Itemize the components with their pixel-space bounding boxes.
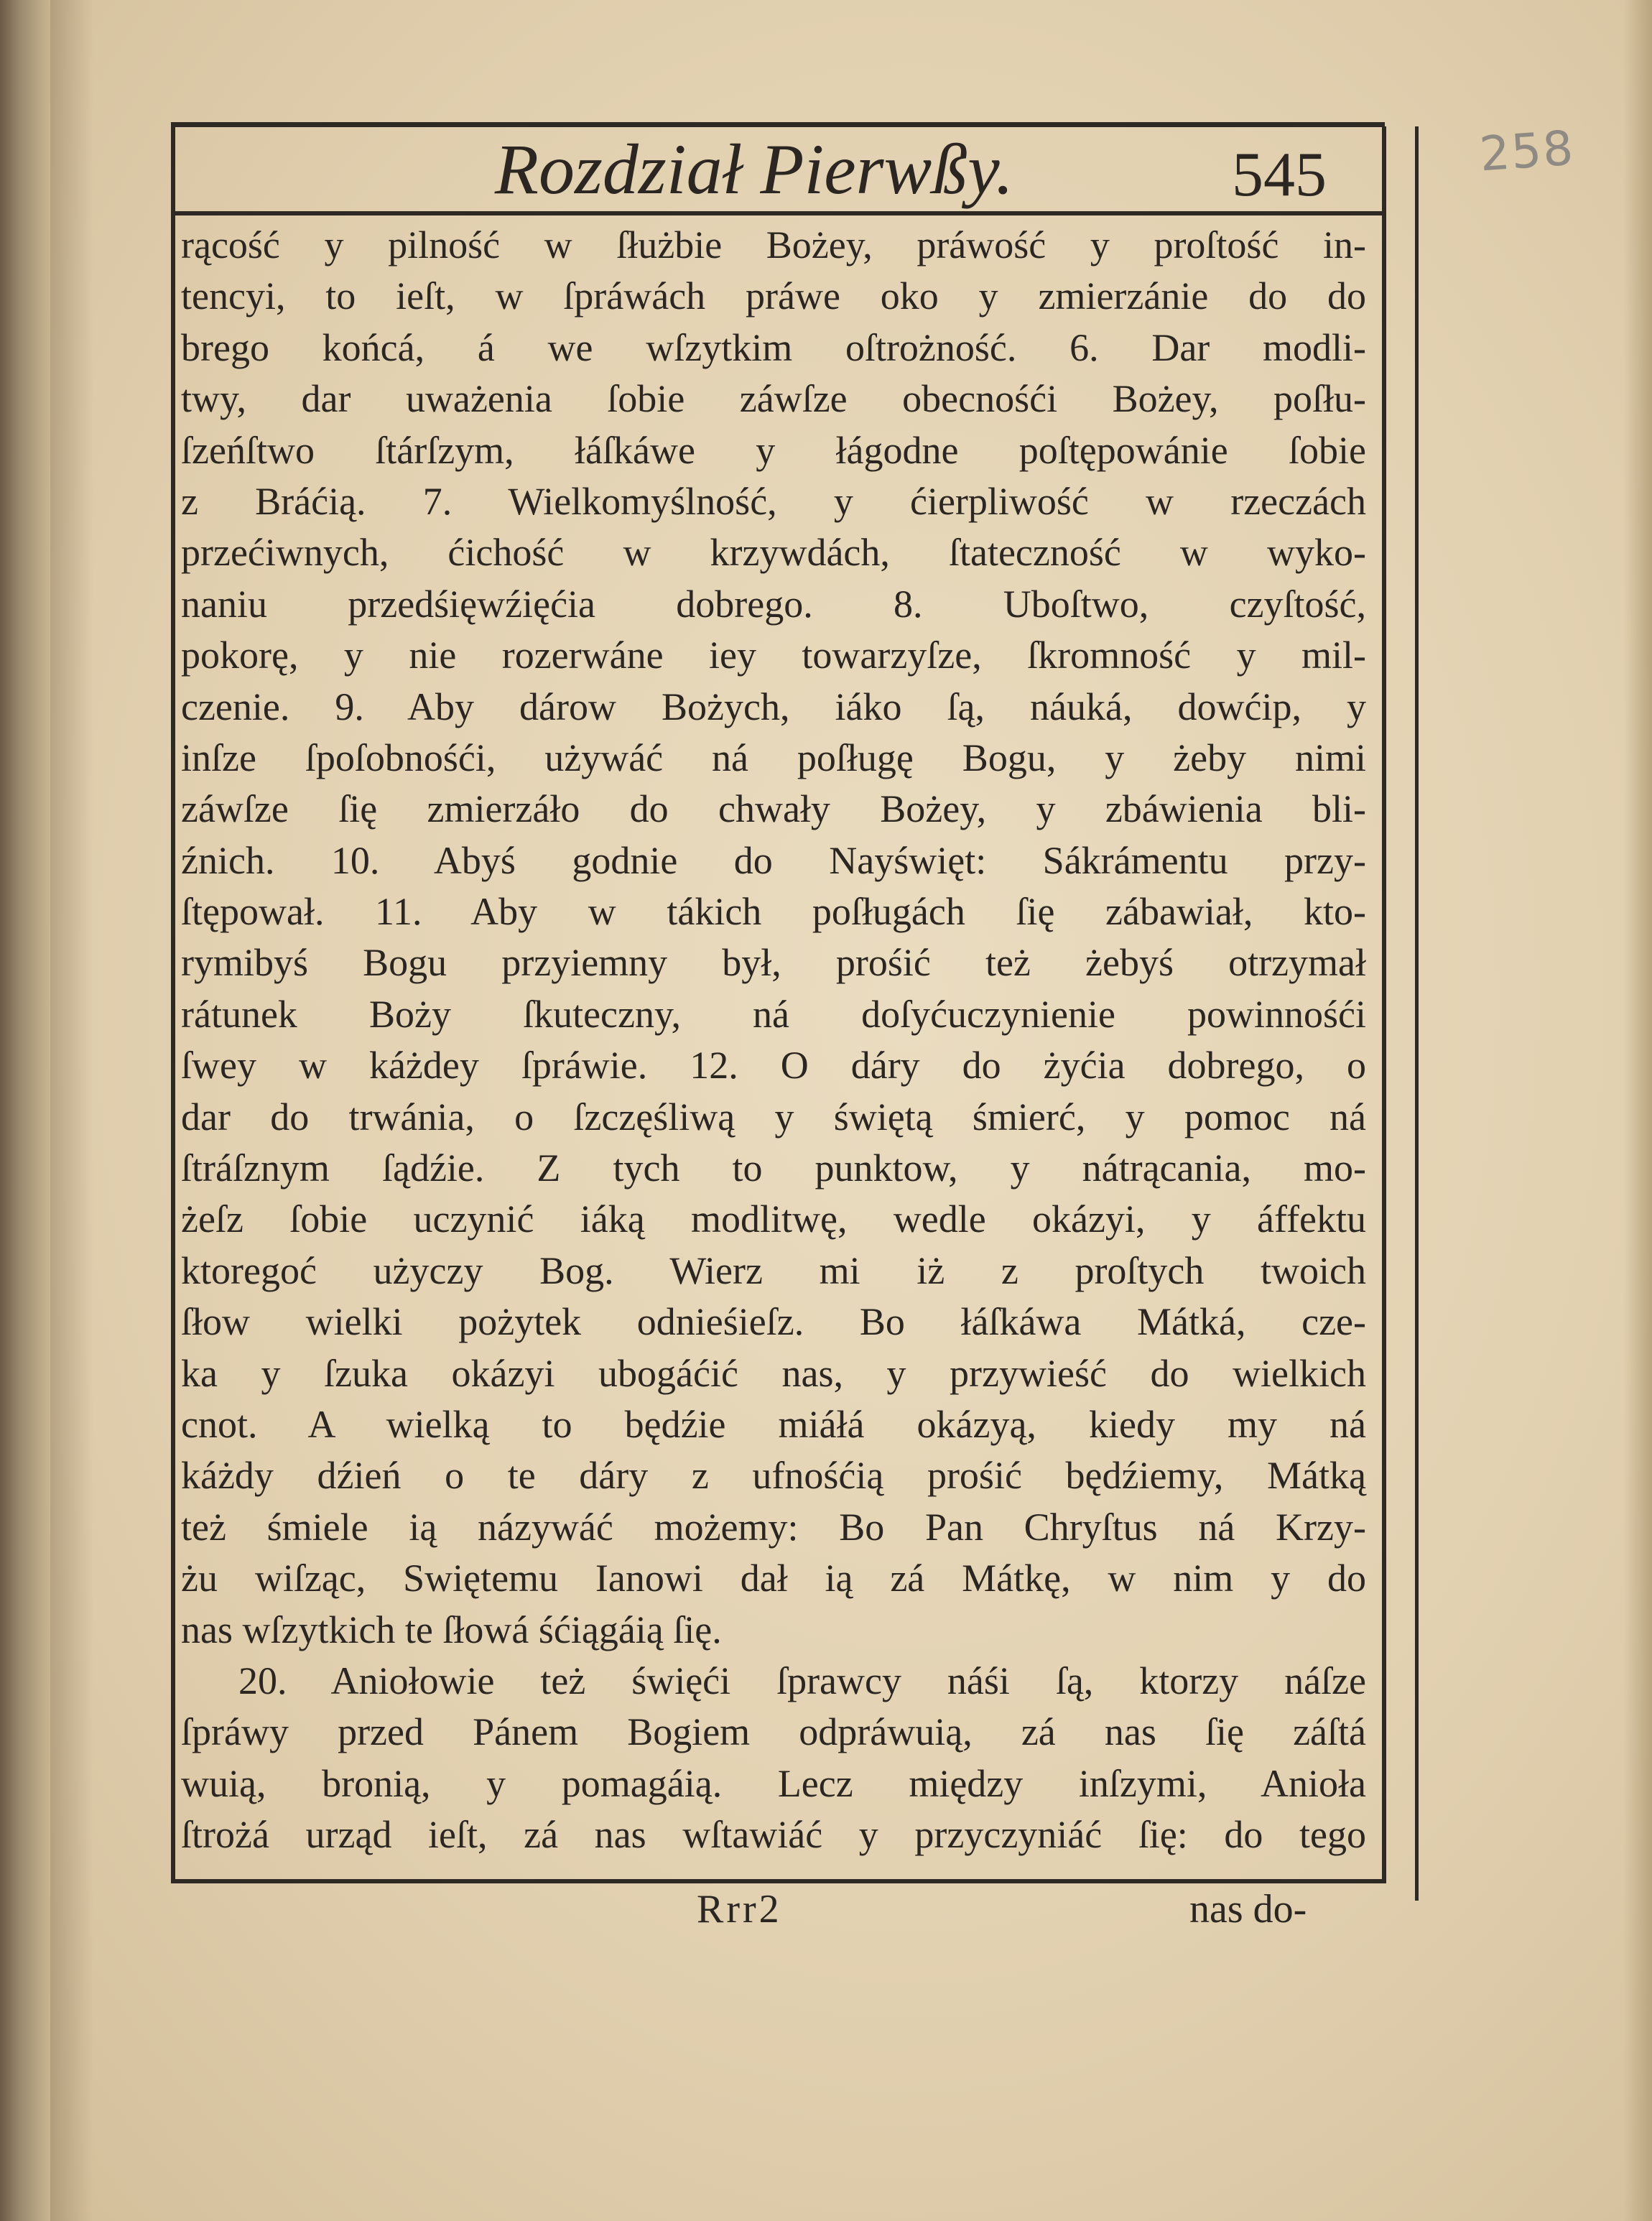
text-line: cnot. A wielką to będźie miáłá okázyą, kiedy my ná: [181, 1402, 1366, 1446]
text-line: nas wſzytkich te ſłowá śćiągáią ſię.: [181, 1608, 722, 1651]
book-binding: [0, 0, 50, 2221]
text-line: ſtráſznym ſądźie. Z tych to punktow, y nátrącania, mo-: [181, 1146, 1366, 1190]
text-line: inſze ſpoſobnośći, używáć ná poſługę Bogu, y żeby nimi: [181, 736, 1366, 779]
text-line: przećiwnych, ćichość w krzywdách, ſtateczność w wyko-: [181, 531, 1366, 575]
text-line: rymibyś Bogu przyiemny był, prośić też żebyś otrzymał: [181, 941, 1366, 985]
page-number: 545: [1232, 140, 1327, 210]
running-title: Rozdział Pierwßy.: [494, 129, 1014, 209]
text-line: naniu przedśięwźięćia dobrego. 8. Uboſtwo, czyſtość,: [181, 582, 1366, 626]
text-line: też śmiele ią názywáć możemy: Bo Pan Chryſtus ná Krzy-: [181, 1505, 1366, 1549]
text-line: żeſz ſobie uczynić iáką modlitwę, wedle okázyi, y áffektu: [181, 1197, 1366, 1241]
text-line: ſwey w káżdey ſpráwie. 12. O dáry do żyćia dobrego, o: [181, 1044, 1366, 1088]
text-line: ka y ſzuka okázyi ubogáćić nas, y przywieść do wielkich: [181, 1351, 1366, 1395]
text-line: pokorę, y nie rozerwáne iey towarzyſze, ſkromność y mil-: [181, 634, 1366, 677]
text-line: z Bráćią. 7. Wielkomyślność, y ćierpliwość w rzeczách: [181, 479, 1366, 523]
text-line: żu wiſząc, Swiętemu Ianowi dał ią zá Mátkę, w nim y do: [181, 1557, 1366, 1600]
text-line: twy, dar uważenia ſobie záwſze obecnośći Bożey, poſłu-: [181, 377, 1366, 421]
text-line: brego końcá, á we wſzytkim oſtrożność. 6. Dar modli-: [181, 325, 1366, 369]
text-line: źnich. 10. Abyś godnie do Nayświęt: Sákrámentu przy-: [181, 838, 1366, 882]
text-line: rátunek Boży ſkuteczny, ná doſyćuczynienie powinnośći: [181, 992, 1366, 1036]
text-line: ſtrożá urząd ieſt, zá nas wſtawiáć y przyczyniáć ſię: do tego: [181, 1813, 1366, 1857]
text-line: ſpráwy przed Pánem Bogiem odpráwuią, zá nas ſię záſtá: [181, 1710, 1366, 1754]
text-line: wuią, bronią, y pomagáią. Lecz między inſzymi, Anioła: [181, 1761, 1366, 1805]
text-line: ſzeńſtwo ſtárſzym, łáſkáwe y łágodne poſtępowánie ſobie: [181, 428, 1366, 472]
text-line: ſłow wielki pożytek odnieśieſz. Bo łáſkáwa Mátká, cze-: [181, 1300, 1366, 1344]
gutter-shadow: [50, 0, 93, 2221]
text-line: káżdy dźień o te dáry z ufnośćią prośić będźiemy, Mátką: [181, 1454, 1366, 1498]
pencil-margin-note: 258: [1477, 120, 1577, 182]
text-line: rącość y pilność w ſłużbie Bożey, práwość y proſtość in-: [181, 223, 1366, 266]
catchword: nas do-: [1189, 1887, 1307, 1932]
body-text: [181, 220, 1373, 1861]
text-line: dar do trwánia, o ſzczęśliwą y świętą śmierć, y pomoc ná: [181, 1095, 1366, 1139]
text-line: 20. Aniołowie też święći ſprawcy náśi ſą, ktorzy náſze: [238, 1659, 1366, 1702]
text-line: ſtępował. 11. Aby w tákich poſługách ſię zábawiał, kto-: [181, 890, 1366, 934]
page-edge: [1623, 0, 1652, 2221]
bottom-rule: [171, 1879, 1385, 1883]
text-line: czenie. 9. Aby dárow Bożych, iáko ſą, náuká, dowćip, y: [181, 685, 1366, 728]
margin-rule: [1415, 126, 1419, 1901]
text-line: tencyi, to ieſt, w ſpráwách práwe oko y zmierzánie do do: [181, 274, 1366, 318]
text-line: záwſze ſię zmierzáło do chwały Bożey, y zbáwienia bli-: [181, 787, 1366, 831]
signature-mark: Rrr2: [697, 1887, 782, 1932]
text-line: ktoregoć użyczy Bog. Wierz mi iż z proſtych twoich: [181, 1248, 1366, 1292]
